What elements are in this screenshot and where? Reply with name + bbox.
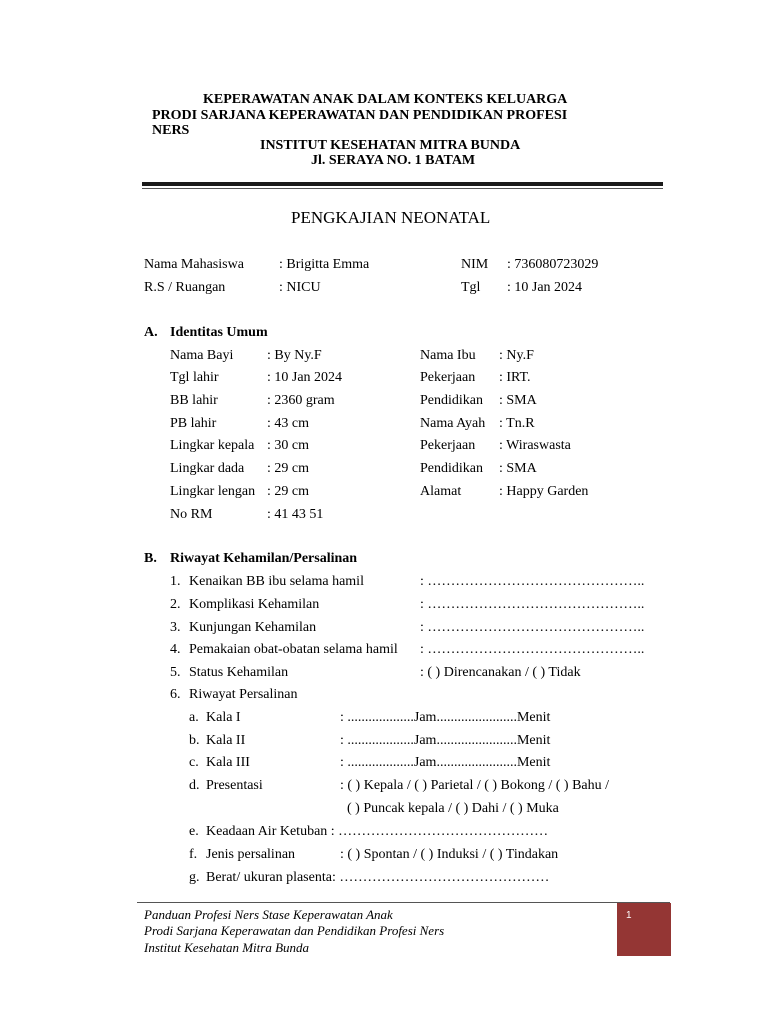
header-line-5: Jl. SERAYA NO. 1 BATAM <box>311 153 476 168</box>
parent-label: Pendidikan <box>420 393 483 408</box>
identity-label: PB lahir <box>170 416 217 431</box>
parent-value: : Tn.R <box>499 416 535 431</box>
student-name-value: : Brigitta Emma <box>279 257 370 272</box>
header-line-4: INSTITUT KESEHATAN MITRA BUNDA <box>260 138 521 153</box>
history-item-label: Komplikasi Kehamilan <box>189 597 320 612</box>
section-b-heading: Riwayat Kehamilan/Persalinan <box>170 551 358 566</box>
identity-value: : 2360 gram <box>267 393 335 408</box>
history-item-label: Kunjungan Kehamilan <box>189 620 317 635</box>
footer-line-1: Panduan Profesi Ners Stase Keperawatan Anak <box>144 907 393 922</box>
identity-value: : 29 cm <box>267 484 309 499</box>
footer-line-3: Institut Kesehatan Mitra Bunda <box>144 940 310 955</box>
page-title: PENGKAJIAN NEONATAL <box>291 208 491 227</box>
labor-sub-letter: g. <box>189 870 200 885</box>
parent-value: : SMA <box>499 393 537 408</box>
identity-value: : 29 cm <box>267 461 309 476</box>
parent-label: Pekerjaan <box>420 438 476 453</box>
identity-value: : 43 cm <box>267 416 309 431</box>
history-item-label: Kenaikan BB ibu selama hamil <box>189 574 364 589</box>
labor-sub-letter: c. <box>189 755 199 770</box>
history-item-number: 1. <box>170 574 181 589</box>
parent-label: Pendidikan <box>420 461 483 476</box>
date-value: : 10 Jan 2024 <box>507 280 583 295</box>
nim-label: NIM <box>461 257 489 272</box>
history-item-value: : ……………………………………….. <box>420 620 645 635</box>
identity-value: : By Ny.F <box>267 348 322 363</box>
parent-value: : SMA <box>499 461 537 476</box>
identity-value: : 30 cm <box>267 438 309 453</box>
identity-value: : 41 43 51 <box>267 507 324 522</box>
identity-label: Tgl lahir <box>170 370 219 385</box>
section-b-letter: B. <box>144 551 157 566</box>
parent-label: Nama Ayah <box>420 416 486 431</box>
history-item-label: Riwayat Persalinan <box>189 687 298 702</box>
identity-label: Lingkar kepala <box>170 438 255 453</box>
page-number: 1 <box>626 910 632 921</box>
labor-sub-value: : ...................Jam.......................Menit <box>340 710 551 725</box>
labor-sub-label: Presentasi <box>206 778 263 793</box>
delivery-type-value: : ( ) Spontan / ( ) Induksi / ( ) Tindakan <box>340 847 559 862</box>
placenta-line: Berat/ ukuran plasenta: ……………………………………… <box>206 870 550 885</box>
amniotic-fluid-line: Keadaan Air Ketuban : ……………………………………… <box>206 824 549 839</box>
history-item-value: : ( ) Direncanakan / ( ) Tidak <box>420 665 581 680</box>
history-item-value: : ……………………………………….. <box>420 597 645 612</box>
parent-value: : IRT. <box>499 370 531 385</box>
history-item-number: 5. <box>170 665 181 680</box>
identity-label: Lingkar lengan <box>170 484 256 499</box>
header-rule-thin <box>142 188 663 189</box>
labor-sub-value: : ...................Jam.......................Menit <box>340 755 551 770</box>
delivery-type-label: Jenis persalinan <box>206 847 296 862</box>
presentation-continued: ( ) Puncak kepala / ( ) Dahi / ( ) Muka <box>347 801 559 816</box>
labor-sub-letter: a. <box>189 710 199 725</box>
parent-label: Nama Ibu <box>420 348 476 363</box>
identity-value: : 10 Jan 2024 <box>267 370 343 385</box>
header-line-3: NERS <box>152 123 190 138</box>
labor-sub-value: : ( ) Kepala / ( ) Parietal / ( ) Bokong / ( ) Bahu / <box>340 778 610 793</box>
ward-label: R.S / Ruangan <box>144 280 226 295</box>
parent-value: : Wiraswasta <box>499 438 571 453</box>
header-rule-thick <box>142 182 663 186</box>
footer-rule <box>137 902 670 903</box>
history-item-number: 2. <box>170 597 181 612</box>
labor-sub-value: : ...................Jam.......................Menit <box>340 733 551 748</box>
history-item-number: 6. <box>170 687 181 702</box>
footer-line-2: Prodi Sarjana Keperawatan dan Pendidikan Profesi Ners <box>144 923 445 938</box>
identity-label: Lingkar dada <box>170 461 245 476</box>
section-a-letter: A. <box>144 325 158 340</box>
identity-label: No RM <box>170 507 213 522</box>
labor-sub-letter: d. <box>189 778 200 793</box>
history-item-number: 4. <box>170 642 181 657</box>
parent-label: Alamat <box>420 484 462 499</box>
history-item-label: Status Kehamilan <box>189 665 289 680</box>
labor-sub-letter: b. <box>189 733 200 748</box>
history-item-number: 3. <box>170 620 181 635</box>
labor-sub-label: Kala III <box>206 755 250 770</box>
labor-sub-label: Kala II <box>206 733 246 748</box>
history-item-value: : ……………………………………….. <box>420 574 645 589</box>
identity-label: Nama Bayi <box>170 348 234 363</box>
parent-value: : Ny.F <box>499 348 534 363</box>
section-a-heading: Identitas Umum <box>170 325 268 340</box>
labor-sub-letter: f. <box>189 847 198 862</box>
history-item-label: Pemakaian obat-obatan selama hamil <box>189 642 398 657</box>
ward-value: : NICU <box>279 280 321 295</box>
parent-label: Pekerjaan <box>420 370 476 385</box>
header-line-1: KEPERAWATAN ANAK DALAM KONTEKS KELUARGA <box>203 92 568 107</box>
labor-sub-letter: e. <box>189 824 199 839</box>
labor-sub-label: Kala I <box>206 710 241 725</box>
history-item-value: : ……………………………………….. <box>420 642 645 657</box>
parent-value: : Happy Garden <box>499 484 589 499</box>
student-name-label: Nama Mahasiswa <box>144 257 244 272</box>
identity-label: BB lahir <box>170 393 218 408</box>
header-line-2: PRODI SARJANA KEPERAWATAN DAN PENDIDIKAN PROFESI <box>152 108 568 123</box>
nim-value: : 736080723029 <box>507 257 599 272</box>
date-label: Tgl <box>461 280 481 295</box>
